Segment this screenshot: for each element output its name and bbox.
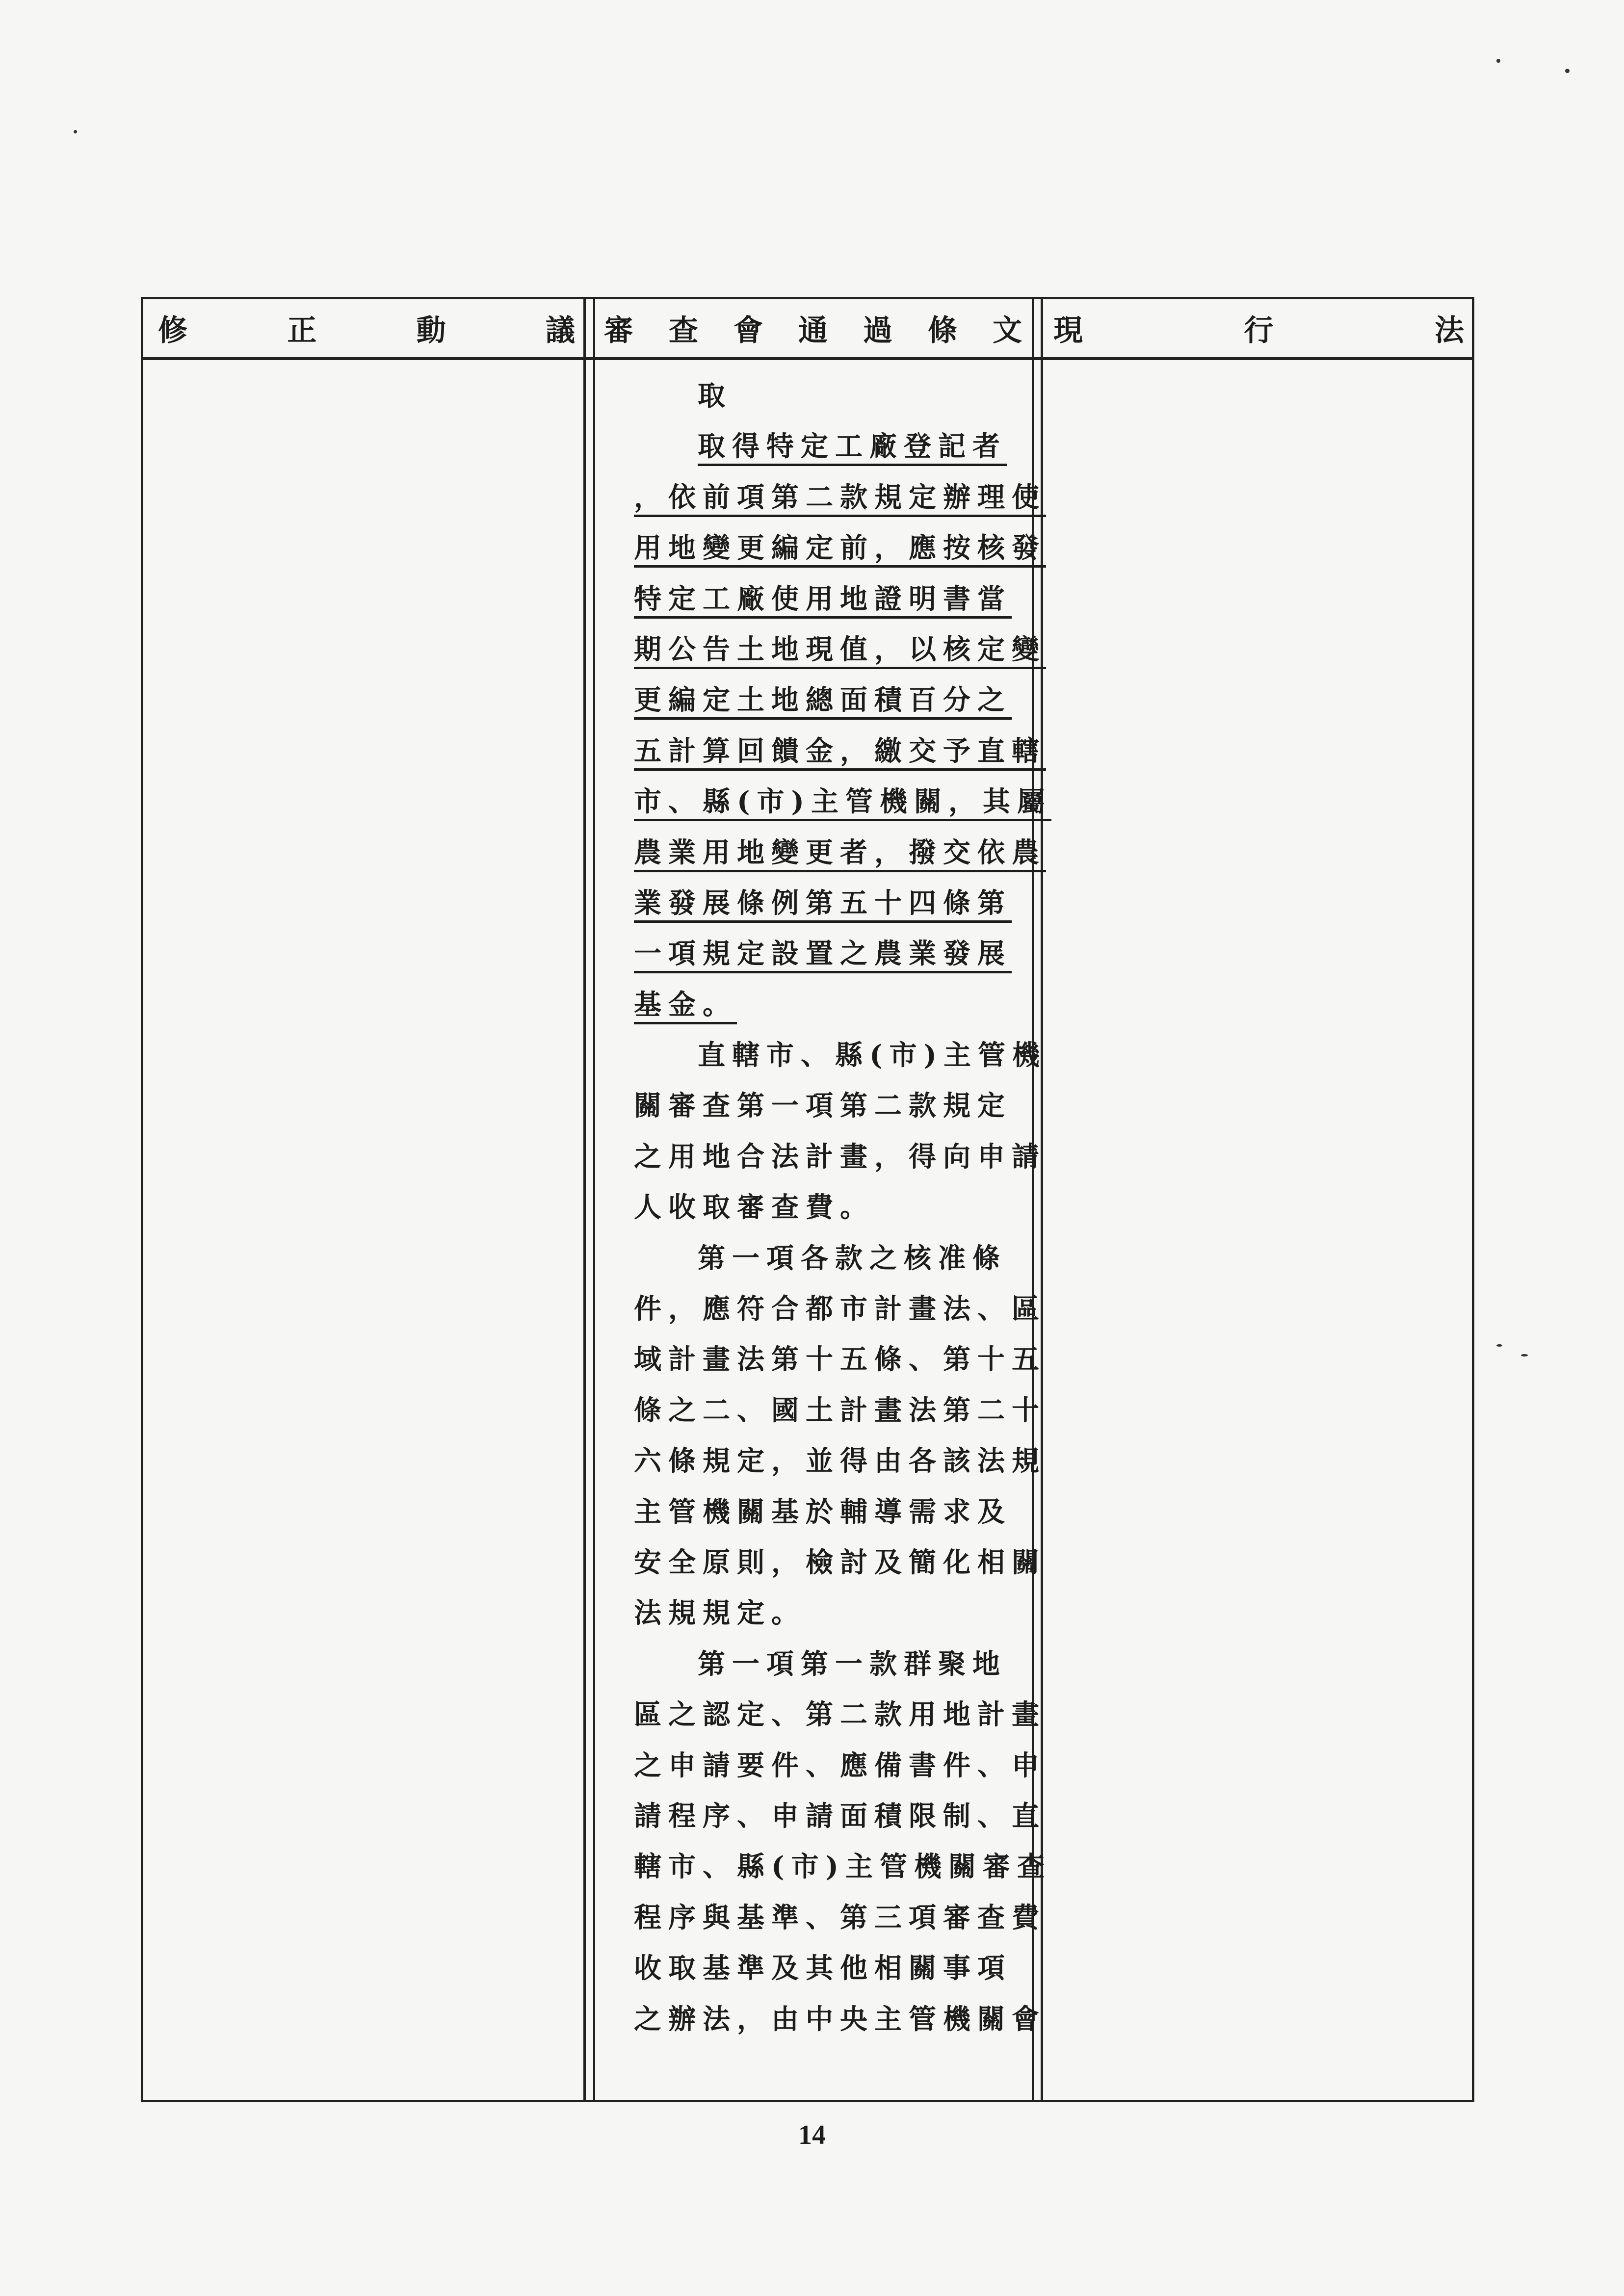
text-line [634, 675, 1022, 726]
text-line [634, 1538, 1046, 1588]
text-line [634, 1791, 1046, 1842]
text-line-content: 域計畫法第十五條、第十五 [634, 1343, 1046, 1376]
text-line-content: 件，應符合都市計畫法、區 [634, 1293, 1046, 1326]
text-line-content: 更編定土地總面積百分之 [634, 684, 1012, 717]
text-line-content: 農業用地變更者，撥交依農 [634, 836, 1046, 869]
text-line [634, 1588, 1022, 1639]
text-line-content: 市、縣(市)主管機關，其屬 [634, 785, 1051, 818]
text-line [634, 1030, 1047, 1081]
text-line-content: 第一項各款之核准條 [698, 1242, 1007, 1275]
text-line-content: ，依前項第二款規定辦理使 [634, 481, 1046, 514]
text-line [634, 1690, 1046, 1740]
table-header-row [143, 299, 1472, 360]
text-line-content: 人收取審查費。 [634, 1191, 874, 1224]
text-line [634, 574, 1022, 625]
comparison-table [141, 297, 1474, 2102]
text-line-content: 業發展條例第五十四條第 [634, 887, 1012, 919]
page-number: 14 [798, 2120, 826, 2150]
text-line-content: 主管機關基於輔導需求及 [634, 1495, 1012, 1528]
scan-speck [1496, 1344, 1502, 1347]
text-line [634, 1741, 1046, 1791]
text-line-content: 取得特定工廠登記者 [698, 430, 1007, 463]
text-line [634, 1284, 1046, 1334]
text-line [634, 1487, 1022, 1538]
scan-speck [1521, 1354, 1528, 1357]
text-line-content: 一項規定設置之農業發展 [634, 938, 1012, 970]
text-line-content: 轄市、縣(市)主管機關審查 [634, 1851, 1051, 1883]
text-line [634, 371, 1022, 421]
text-line-content: 區之認定、第二款用地計畫 [634, 1698, 1046, 1731]
header-amendment-motion: 修 正 動 議 [158, 313, 575, 348]
text-line [634, 726, 1046, 777]
text-line-content: 請程序、申請面積限制、直 [634, 1800, 1046, 1832]
text-line [634, 929, 1022, 979]
text-line [634, 1943, 1022, 1994]
text-line-content: 法規規定。 [634, 1597, 806, 1630]
text-line [634, 1132, 1046, 1182]
text-line-content: 五計算回饋金，繳交予直轄 [634, 734, 1046, 767]
text-line [634, 980, 1022, 1030]
text-line-content: 安全原則，檢討及簡化相關 [634, 1546, 1046, 1579]
text-line-content: 特定工廠使用地證明書當 [634, 582, 1012, 615]
text-line-content: 第一項第一款群聚地 [698, 1647, 1007, 1680]
text-line [634, 777, 1051, 827]
text-line [634, 1081, 1022, 1131]
text-line-content: 程序與基準、第三項審查費 [634, 1901, 1046, 1934]
text-line [634, 625, 1046, 675]
text-line [634, 1233, 1022, 1284]
text-line [634, 1893, 1046, 1943]
text-line [634, 472, 1046, 523]
column-divider [593, 299, 595, 2100]
text-line [634, 1385, 1046, 1436]
text-line-content: 取 [698, 380, 732, 412]
column-divider [583, 299, 586, 2100]
committee-text-column [634, 371, 1051, 2045]
text-line-content: 之用地合法計畫，得向申請 [634, 1140, 1046, 1173]
text-line [634, 1639, 1022, 1690]
text-line [634, 421, 1022, 472]
text-line-content: 條之二、國土計畫法第二十 [634, 1394, 1046, 1427]
text-line [634, 523, 1046, 574]
scan-speck [1496, 59, 1500, 63]
scan-speck [74, 130, 77, 133]
header-current-law: 現 行 法 [1053, 313, 1464, 348]
header-committee-text: 審 查 會 通 過 條 文 [604, 313, 1022, 348]
scan-speck [1565, 69, 1570, 73]
text-line [634, 1334, 1046, 1385]
text-line-content: 基金。 [634, 988, 737, 1021]
text-line [634, 878, 1022, 929]
text-line-content: 之辦法，由中央主管機關會 [634, 2003, 1046, 2035]
text-line [634, 828, 1046, 878]
text-line [634, 1842, 1051, 1892]
text-line-content: 關審查第一項第二款規定 [634, 1090, 1012, 1122]
text-line-content: 之申請要件、應備書件、申 [634, 1749, 1046, 1782]
text-line-content: 期公告土地現值，以核定變 [634, 633, 1046, 666]
text-line-content: 用地變更編定前，應按核發 [634, 532, 1046, 565]
text-line [634, 1182, 1022, 1233]
text-line-content: 六條規定，並得由各該法規 [634, 1445, 1046, 1478]
text-line-content: 收取基準及其他相關事項 [634, 1952, 1012, 1985]
text-line [634, 1994, 1046, 2045]
text-line-content: 直轄市、縣(市)主管機 [698, 1039, 1047, 1072]
text-line [634, 1436, 1046, 1487]
